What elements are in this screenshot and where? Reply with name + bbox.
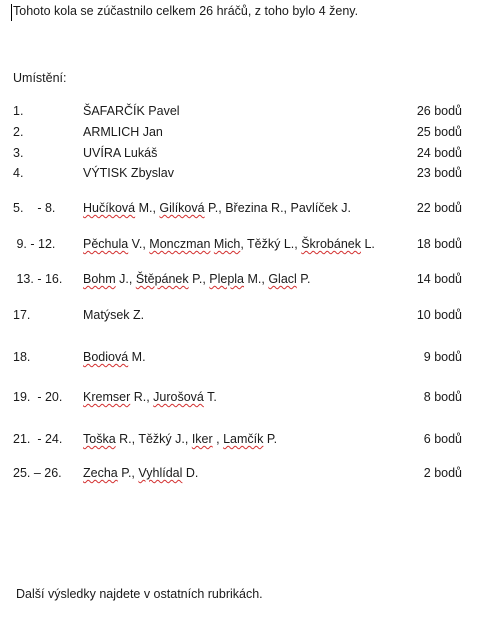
result-rank: 3. <box>13 146 24 160</box>
text-cursor <box>11 4 12 21</box>
result-row <box>0 390 483 407</box>
result-rank: 5. - 8. <box>13 201 56 215</box>
misspelled-word: Zecha <box>83 466 118 480</box>
result-row <box>0 308 483 325</box>
result-row <box>0 432 483 449</box>
result-players <box>83 166 174 180</box>
result-points: 9 bodů <box>423 350 462 364</box>
result-players <box>83 350 146 364</box>
player-text: V., <box>128 237 150 251</box>
misspelled-word: Lamčík <box>223 432 264 446</box>
player-text: R., <box>130 390 154 404</box>
player-text: M., <box>135 201 160 215</box>
player-text: T. <box>203 390 217 404</box>
result-rank: 9. - 12. <box>13 237 56 251</box>
player-text: P., <box>188 272 210 286</box>
result-points: 6 bodů <box>423 432 462 446</box>
result-points: 18 bodů <box>416 237 462 251</box>
player-text: UVÍRA Lukáš <box>83 146 158 160</box>
player-text: , Těžký L., <box>240 237 302 251</box>
player-text: L. <box>360 237 375 251</box>
result-row <box>0 350 483 367</box>
intro-text: Tohoto kola se zúčastnilo celkem 26 hráčů, z toho bylo 4 ženy. <box>13 4 359 18</box>
result-row <box>0 104 483 121</box>
result-points: 23 bodů <box>416 166 462 180</box>
result-row <box>0 166 483 183</box>
player-text: P., <box>117 466 139 480</box>
result-points: 26 bodů <box>416 104 462 118</box>
misspelled-word: Toška <box>83 432 116 446</box>
player-text: , <box>212 432 224 446</box>
player-text: P., Březina R., Pavlíček J. <box>204 201 351 215</box>
result-points: 22 bodů <box>416 201 462 215</box>
result-players <box>83 146 157 160</box>
misspelled-word: Štěpánek <box>135 272 189 286</box>
misspelled-word: Gilíková <box>159 201 205 215</box>
misspelled-word: Hučíková <box>83 201 136 215</box>
misspelled-word: Jurošová <box>153 390 204 404</box>
result-points: 24 bodů <box>416 146 462 160</box>
misspelled-word: Monczman <box>149 237 211 251</box>
player-text: D. <box>182 466 199 480</box>
misspelled-word: Bodiová <box>83 350 129 364</box>
player-text: ŠAFARČÍK Pavel <box>83 104 180 118</box>
result-rank: 4. <box>13 166 24 180</box>
player-text: ARMLICH Jan <box>83 125 163 139</box>
result-players <box>83 237 375 251</box>
player-text: P. <box>263 432 278 446</box>
result-points: 2 bodů <box>423 466 462 480</box>
result-rank: 18. <box>13 350 31 364</box>
result-players <box>83 390 217 404</box>
result-row <box>0 466 483 483</box>
player-text: J., <box>115 272 136 286</box>
player-text: P. <box>296 272 311 286</box>
result-rank: 1. <box>13 104 24 118</box>
misspelled-word: Vyhlídal <box>138 466 183 480</box>
result-rank: 13. - 16. <box>13 272 63 286</box>
result-points: 8 bodů <box>423 390 462 404</box>
result-rank: 25. – 26. <box>13 466 62 480</box>
misspelled-word: Kremser <box>83 390 131 404</box>
misspelled-word: Škrobánek <box>301 237 361 251</box>
result-row <box>0 237 483 254</box>
result-row <box>0 201 483 218</box>
result-players <box>83 104 180 118</box>
result-points: 25 bodů <box>416 125 462 139</box>
result-rank: 17. <box>13 308 31 322</box>
result-players <box>83 308 144 322</box>
result-players <box>83 125 163 139</box>
result-row <box>0 146 483 163</box>
player-text: M., <box>244 272 269 286</box>
footer-text: Další výsledky najdete v ostatních rubrikách. <box>16 587 263 601</box>
misspelled-word: Pěchula <box>83 237 129 251</box>
player-text: VÝTISK Zbyslav <box>83 166 174 180</box>
result-row <box>0 125 483 142</box>
misspelled-word: Bohm <box>83 272 116 286</box>
result-players <box>83 466 198 480</box>
misspelled-word: Mich <box>213 237 241 251</box>
result-rank: 2. <box>13 125 24 139</box>
result-points: 10 bodů <box>416 308 462 322</box>
result-players <box>83 432 277 446</box>
result-players <box>83 201 351 215</box>
result-rank: 21. - 24. <box>13 432 63 446</box>
result-players <box>83 272 310 286</box>
misspelled-word: Iker <box>191 432 213 446</box>
misspelled-word: Plepla <box>209 272 245 286</box>
result-rank: 19. - 20. <box>13 390 63 404</box>
player-text: M. <box>128 350 146 364</box>
placement-heading: Umístění: <box>13 71 67 85</box>
player-text: Matýsek Z. <box>83 308 145 322</box>
result-points: 14 bodů <box>416 272 462 286</box>
result-row <box>0 272 483 289</box>
misspelled-word: Glacl <box>268 272 297 286</box>
player-text: R., Těžký J., <box>115 432 192 446</box>
